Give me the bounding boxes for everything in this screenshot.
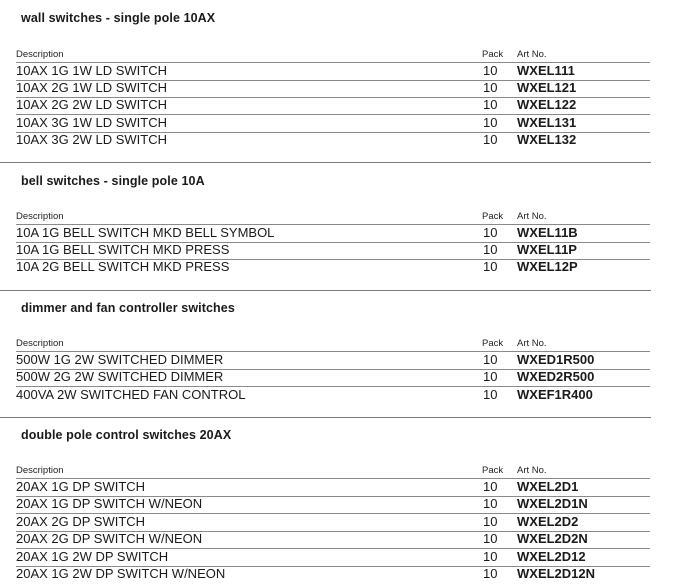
column-header-description: Description (16, 49, 64, 60)
row-description: 400VA 2W SWITCHED FAN CONTROL (16, 387, 246, 402)
row-pack: 10 (483, 566, 498, 581)
row-art-no: WXEL131 (517, 115, 577, 130)
table-row (16, 242, 650, 260)
table-row (16, 549, 650, 567)
row-description: 10AX 2G 1W LD SWITCH (16, 80, 167, 95)
table-row (16, 566, 650, 584)
row-art-no: WXEL2D12 (517, 549, 586, 564)
row-description: 20AX 1G DP SWITCH W/NEON (16, 496, 203, 511)
column-header-art-no: Art No. (517, 211, 547, 222)
column-header-art-no: Art No. (517, 465, 547, 476)
column-header-description: Description (16, 211, 64, 222)
row-art-no: WXED1R500 (517, 352, 595, 367)
table-row (16, 496, 650, 514)
column-header-art-no: Art No. (517, 338, 547, 349)
row-description: 20AX 1G 2W DP SWITCH W/NEON (16, 566, 226, 581)
column-header-description: Description (16, 465, 64, 476)
section-divider (0, 290, 651, 291)
row-pack: 10 (483, 115, 498, 130)
row-description: 500W 2G 2W SWITCHED DIMMER (16, 369, 224, 384)
column-header-pack: Pack (482, 465, 504, 476)
row-art-no: WXEF1R400 (517, 387, 593, 402)
column-header-description: Description (16, 338, 64, 349)
row-description: 20AX 1G DP SWITCH (16, 479, 146, 494)
row-description: 10AX 3G 2W LD SWITCH (16, 132, 167, 147)
table-row (16, 132, 650, 150)
row-art-no: WXEL111 (517, 63, 575, 78)
row-art-no: WXEL2D1 (517, 479, 579, 494)
row-art-no: WXEL2D12N (517, 566, 596, 581)
table-row (16, 224, 650, 243)
row-description: 10A 2G BELL SWITCH MKD PRESS (16, 259, 230, 274)
row-pack: 10 (483, 242, 498, 257)
row-description: 10AX 1G 1W LD SWITCH (16, 63, 167, 78)
table-row (16, 259, 650, 277)
row-pack: 10 (483, 259, 498, 274)
row-pack: 10 (483, 97, 498, 112)
section-divider (0, 417, 651, 418)
row-description: 10AX 2G 2W LD SWITCH (16, 97, 167, 112)
table-row (16, 531, 650, 549)
column-header-pack: Pack (482, 211, 504, 222)
row-description: 20AX 2G DP SWITCH W/NEON (16, 531, 203, 546)
row-pack: 10 (483, 352, 498, 367)
section-title: bell switches - single pole 10A (21, 174, 205, 188)
row-pack: 10 (483, 225, 498, 240)
section-title: double pole control switches 20AX (21, 428, 232, 442)
row-description: 20AX 2G DP SWITCH (16, 514, 146, 529)
row-art-no: WXEL2D1N (517, 496, 588, 511)
table-row (16, 62, 650, 81)
table-row (16, 387, 650, 405)
row-description: 500W 1G 2W SWITCHED DIMMER (16, 352, 224, 367)
table-row (16, 80, 650, 98)
row-art-no: WXED2R500 (517, 369, 595, 384)
table-row (16, 514, 650, 532)
row-pack: 10 (483, 369, 498, 384)
column-header-art-no: Art No. (517, 49, 547, 60)
row-pack: 10 (483, 531, 498, 546)
row-art-no: WXEL132 (517, 132, 577, 147)
row-art-no: WXEL2D2 (517, 514, 579, 529)
row-art-no: WXEL121 (517, 80, 577, 95)
row-pack: 10 (483, 549, 498, 564)
section-title: dimmer and fan controller switches (21, 301, 235, 315)
row-description: 10A 1G BELL SWITCH MKD BELL SYMBOL (16, 225, 275, 240)
row-description: 20AX 1G 2W DP SWITCH (16, 549, 169, 564)
row-art-no: WXEL122 (517, 97, 577, 112)
row-art-no: WXEL11B (517, 225, 578, 240)
table-row (16, 478, 650, 497)
table-row (16, 351, 650, 370)
section-divider (0, 162, 651, 163)
row-pack: 10 (483, 387, 498, 402)
column-header-pack: Pack (482, 49, 504, 60)
row-pack: 10 (483, 514, 498, 529)
row-description: 10AX 3G 1W LD SWITCH (16, 115, 167, 130)
row-pack: 10 (483, 496, 498, 511)
row-pack: 10 (483, 479, 498, 494)
section-title: wall switches - single pole 10AX (21, 11, 216, 25)
table-row (16, 97, 650, 115)
row-art-no: WXEL2D2N (517, 531, 588, 546)
row-description: 10A 1G BELL SWITCH MKD PRESS (16, 242, 230, 257)
table-row (16, 369, 650, 387)
row-pack: 10 (483, 63, 498, 78)
row-art-no: WXEL12P (517, 259, 578, 274)
column-header-pack: Pack (482, 338, 504, 349)
row-art-no: WXEL11P (517, 242, 577, 257)
table-row (16, 115, 650, 133)
row-pack: 10 (483, 132, 498, 147)
row-pack: 10 (483, 80, 498, 95)
